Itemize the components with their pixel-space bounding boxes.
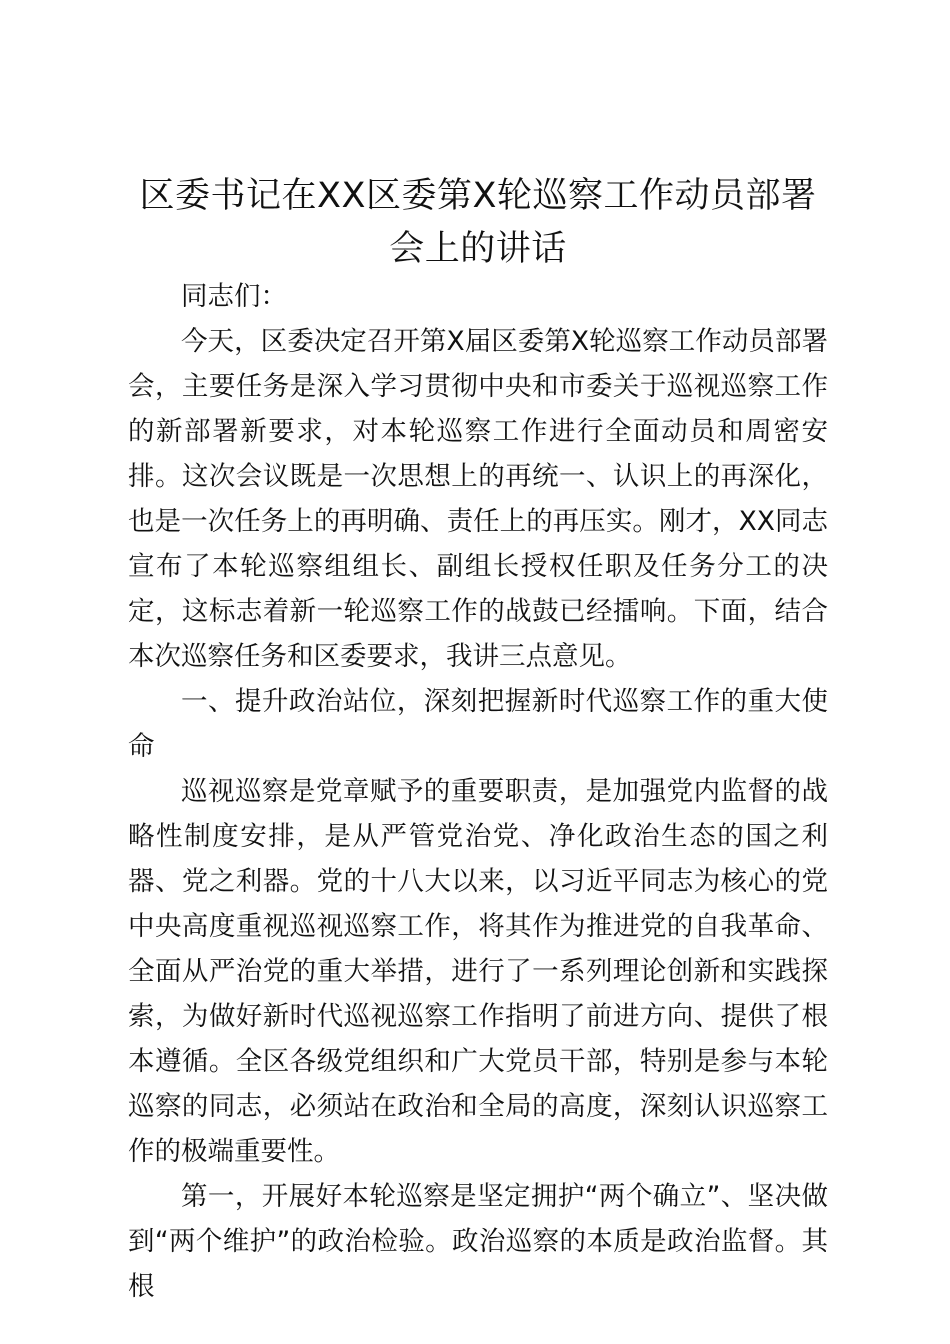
document-title	[118, 170, 838, 276]
document-body	[128, 274, 828, 1309]
section-heading-1: 一、提升政治站位，深刻把握新时代巡察工作的重大使命	[128, 686, 828, 762]
paragraph-intro: 今天，区委决定召开第X届区委第X轮巡察工作动员部署会，主要任务是深入学习贯彻中央和市委关于巡视巡察工作的新部署新要求，对本轮巡察工作进行全面动员和周密安排。这次会议既是一次思想上的再统一、认识上的再深化，也是一次任务上的再明确、责任上的再压实。刚才，XX同志宣布了本轮巡察组组长、副组长授权任职及任务分工的决定，这标志着新一轮巡察工作的战鼓已经擂响。下面，结合本次巡察任务和区委要求，我讲三点意见。	[128, 326, 828, 672]
paragraph-section-1: 巡视巡察是党章赋予的重要职责，是加强党内监督的战略性制度安排，是从严管党治党、净化政治生态的国之利器、党之利器。党的十八大以来，以习近平同志为核心的党中央高度重视巡视巡察工作，将其作为推进党的自我革命、全面从严治党的重大举措，进行了一系列理论创新和实践探索，为做好新时代巡视巡察工作指明了前进方向、提供了根本遵循。全区各级党组织和广大党员干部，特别是参与本轮巡察的同志，必须站在政治和全局的高度，深刻认识巡察工作的极端重要性。	[128, 776, 828, 1167]
title-line-1: 区委书记在XX区委第X轮巡察工作动员部署	[139, 176, 817, 216]
title-line-2: 会上的讲话	[389, 229, 567, 269]
paragraph-point-1: 第一，开展好本轮巡察是坚定拥护“两个确立”、坚决做到“两个维护”的政治检验。政治巡察的本质是政治监督。其根	[128, 1181, 828, 1302]
salutation: 同志们：	[181, 281, 287, 312]
